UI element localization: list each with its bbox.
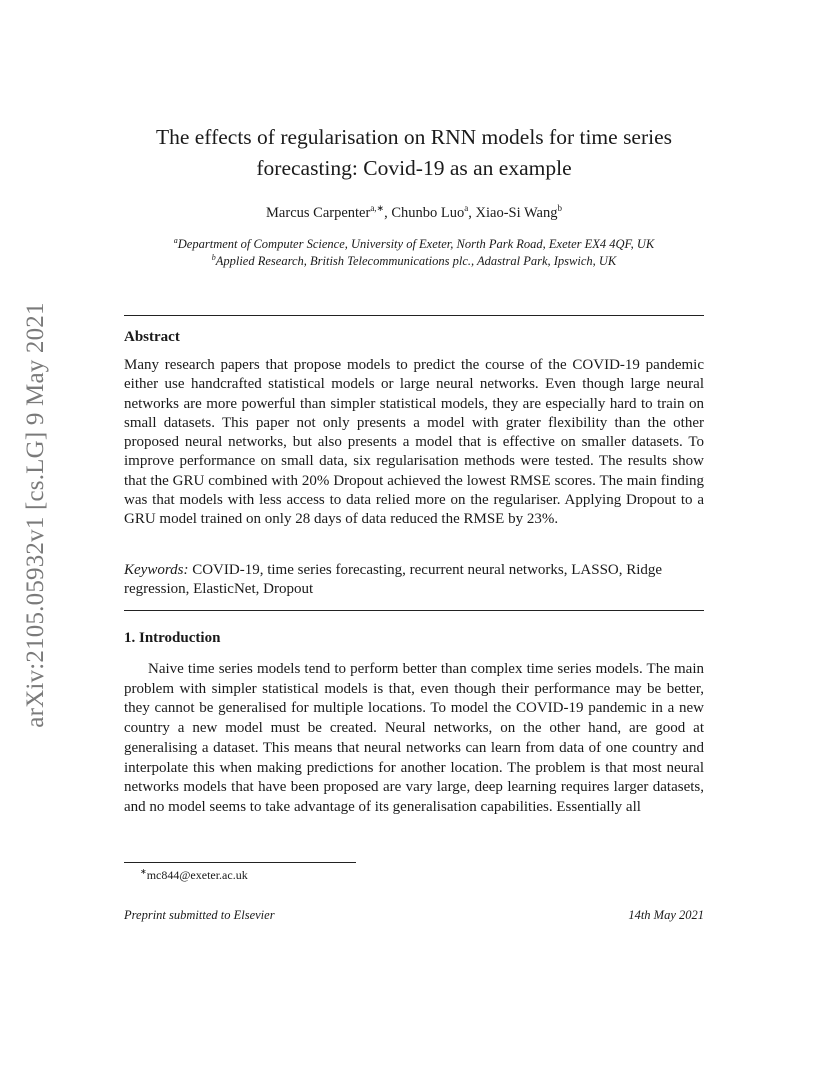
author-separator: , (468, 204, 476, 221)
author-name: Chunbo Luo (391, 204, 465, 221)
footnote-email: mc844@exeter.ac.uk (146, 868, 248, 882)
keywords (124, 561, 704, 600)
abstract-heading: Abstract (124, 329, 180, 345)
paper-title (124, 122, 704, 184)
abstract-top-rule (124, 315, 704, 316)
abstract-bottom-rule (124, 610, 704, 611)
footnote-rule (124, 862, 356, 863)
affiliation-mark: b (211, 253, 216, 262)
affiliation-text: Department of Computer Science, University of Exeter, North Park Road, Exeter EX4 4QF, UK (177, 237, 655, 252)
affiliation-b (110, 253, 718, 269)
author-mark: a (464, 203, 469, 213)
affiliation-a (110, 236, 718, 252)
affiliation-text: Applied Research, British Telecommunications plc., Adastral Park, Ipswich, UK (215, 254, 617, 269)
author-name: Xiao-Si Wang (475, 204, 558, 221)
author-name: Marcus Carpenter (266, 204, 371, 221)
abstract-text: Many research papers that propose models to predict the course of the COVID-19 pandemic either use handcrafted statistical models or large neural networks. Even though large neural networks are more powerful than simpler statistical models, they are especially hard to train on small datasets. This paper not only presents a model with grater flexibility than the other proposed neural networks, but also presents a model that is effective on smaller datasets. To improve performance on small data, six regularisation methods were tested. The results show that the GRU combined with 20% Dropout achieved the lowest RMSE scores. The main finding was that models with less access to data relied more on the regulariser. Applying Dropout to a GRU model trained on only 28 days of data reduced the RMSE by 23%. (124, 357, 704, 528)
affiliation-mark: a (173, 236, 178, 245)
footer-preprint-note: Preprint submitted to Elsevier (124, 908, 275, 922)
title-line-1: The effects of regularisation on RNN models for time series (155, 125, 673, 149)
keywords-text: COVID-19, time series forecasting, recurrent neural networks, LASSO, Ridge regression, ElasticNet, Dropout (124, 562, 663, 598)
arxiv-identifier: arXiv:2105.05932v1 [cs.LG] 9 May 2021 (22, 302, 49, 728)
footnote-mark: ∗ (140, 867, 147, 876)
author-mark: a,∗ (370, 203, 385, 213)
author-mark: b (557, 203, 562, 213)
author-list (124, 203, 704, 222)
keywords-label: Keywords: (124, 562, 189, 578)
footer-date: 14th May 2021 (628, 908, 704, 922)
title-line-2: forecasting: Covid-19 as an example (256, 156, 572, 180)
author-separator: , (384, 204, 392, 221)
introduction-text: Naive time series models tend to perform better than complex time series models. The main problem with simpler statistical models is that, even though their performance may be better, they cannot be generalised for multiple locations. To model the COVID-19 pandemic in a new country a new model must be created. Neural networks, on the other hand, are good at generalising a dataset. This means that neural networks can learn from data of one country and interpolate this when making predictions for another location. The problem is that most neural networks models that have been proposed are vary large, deep learning requires larger datasets, and no model seems to take advantage of its generalisation capabilities. Essentially all (124, 661, 704, 815)
section-heading-introduction: 1. Introduction (124, 630, 221, 646)
footnote (140, 867, 248, 883)
